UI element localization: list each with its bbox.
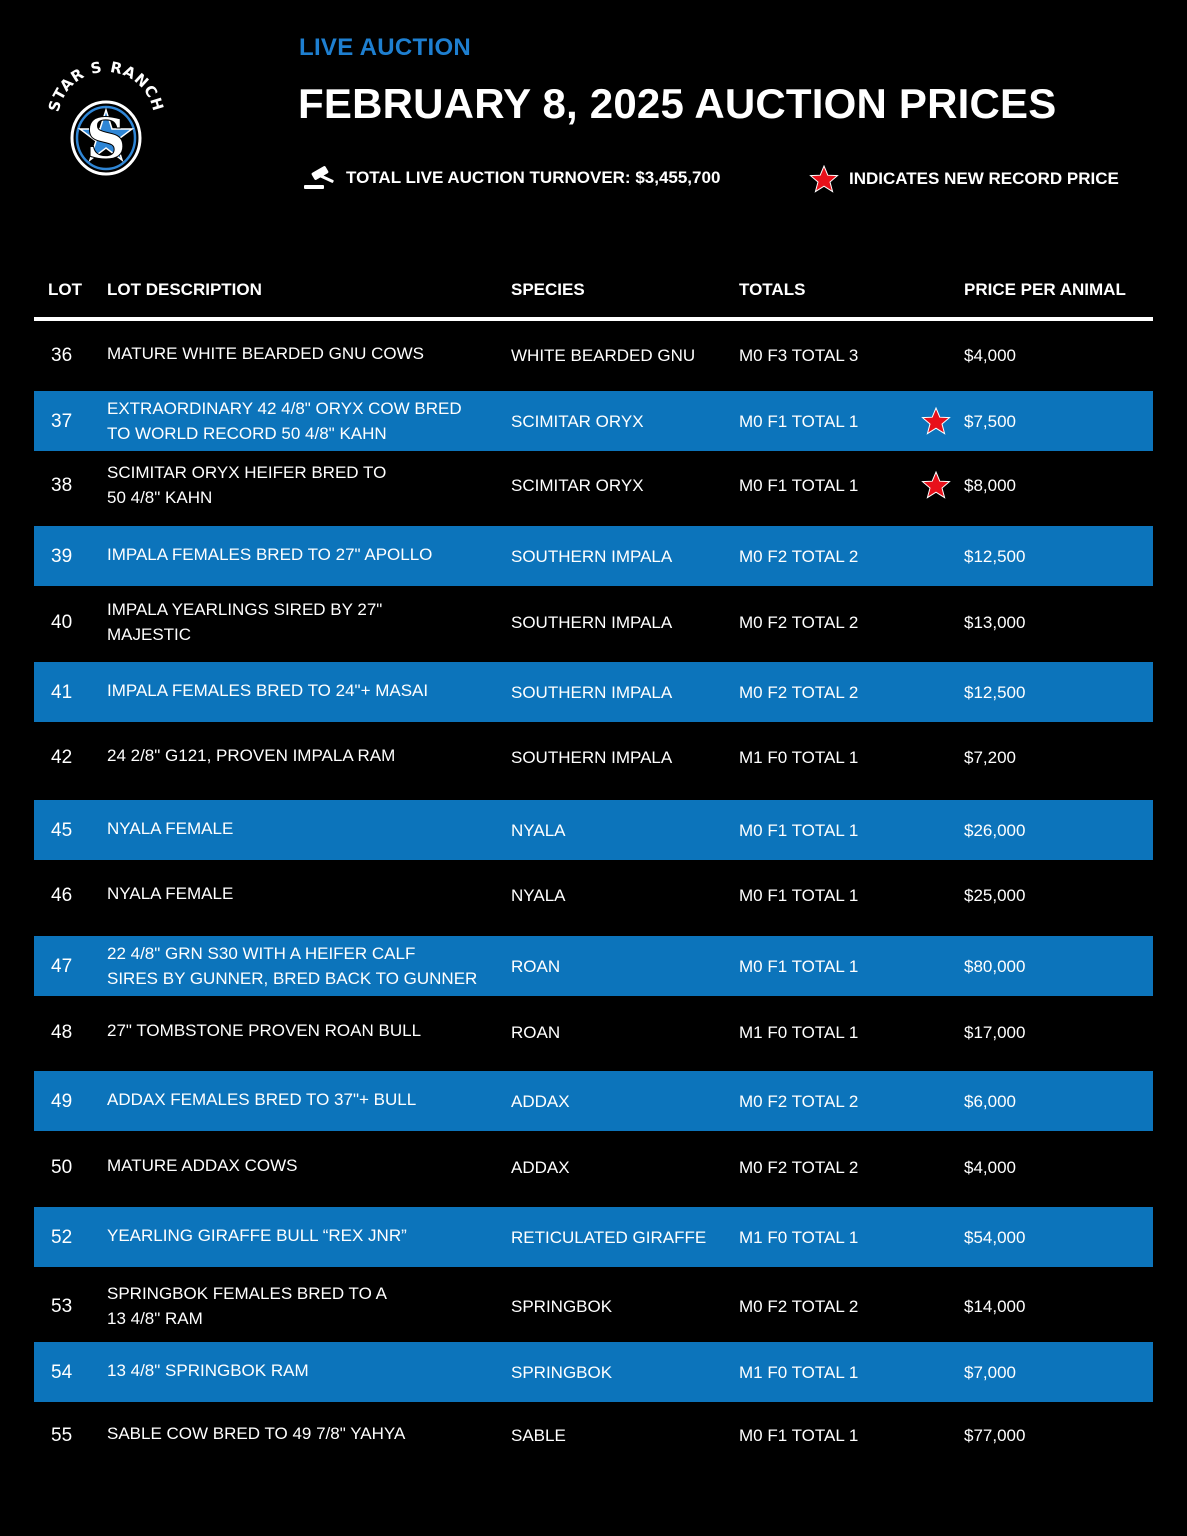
lot-number: 47 [51,955,73,977]
col-price: PRICE PER ANIMAL [964,280,1126,299]
totals: M1 F0 TOTAL 1 [739,747,859,767]
lot-description-line: 13 4/8" RAM [107,1309,203,1328]
lot-description [107,396,462,446]
price-per-animal: $25,000 [964,885,1026,905]
table-row [34,1002,1153,1062]
lot-description-line: TO WORLD RECORD 50 4/8" KAHN [107,424,387,443]
lot-number: 41 [51,681,73,703]
price-per-animal: $12,500 [964,682,1026,702]
species: ADDAX [511,1091,570,1111]
totals: M0 F2 TOTAL 2 [739,1296,859,1316]
page-title: FEBRUARY 8, 2025 AUCTION PRICES [298,80,1057,127]
lot-description [107,941,477,991]
price-per-animal: $6,000 [964,1091,1016,1111]
totals: M0 F1 TOTAL 1 [739,956,859,976]
totals: M0 F1 TOTAL 1 [739,1425,859,1445]
species: NYALA [511,820,566,840]
lot-description [107,1358,309,1383]
lot-description [107,542,432,567]
lot-description-line: SIRES BY GUNNER, BRED BACK TO GUNNER [107,969,478,988]
totals: M0 F2 TOTAL 2 [739,1157,859,1177]
lot-description-line: IMPALA FEMALES BRED TO 24"+ MASAI [107,680,429,700]
lot-description-line: EXTRAORDINARY 42 4/8" ORYX COW BRED [107,399,462,418]
price-per-animal: $8,000 [964,475,1016,495]
lot-number: 42 [51,746,73,768]
col-species: SPECIES [511,280,585,299]
totals: M0 F1 TOTAL 1 [739,411,859,431]
section-kicker: LIVE AUCTION [299,34,472,61]
price-per-animal: $7,200 [964,747,1016,767]
table-row [34,391,1153,451]
lot-description [107,1223,407,1248]
price-per-animal: $7,500 [964,411,1016,431]
lot-description-line: SPRINGBOK FEMALES BRED TO A [107,1284,387,1303]
table-row [34,800,1153,860]
lot-number: 49 [51,1090,73,1112]
price-per-animal: $14,000 [964,1296,1026,1316]
table-row [34,662,1153,722]
species: SOUTHERN IMPALA [511,747,673,767]
lot-description [107,743,395,768]
svg-text:S: S [85,106,127,172]
lot-number: 37 [51,410,73,432]
table-row [34,1207,1153,1267]
species: ADDAX [511,1157,570,1177]
price-per-animal: $26,000 [964,820,1026,840]
record-legend-text: INDICATES NEW RECORD PRICE [849,169,1119,188]
lot-number: 50 [51,1156,73,1178]
lot-description-line: MAJESTIC [107,625,192,644]
price-per-animal: $12,500 [964,546,1026,566]
record-star-icon [921,470,951,500]
table-row [34,727,1153,787]
turnover-text: TOTAL LIVE AUCTION TURNOVER: $3,455,700 [346,168,721,187]
lot-description-line: 50 4/8" KAHN [107,488,213,507]
totals: M1 F0 TOTAL 1 [739,1362,859,1382]
totals: M1 F0 TOTAL 1 [739,1022,859,1042]
totals: M0 F1 TOTAL 1 [739,885,859,905]
species: ROAN [511,956,561,976]
table-row [34,1275,1153,1337]
lot-description-line: ADDAX FEMALES BRED TO 37"+ BULL [107,1089,417,1109]
species: ROAN [511,1022,561,1042]
lot-number: 40 [51,611,73,633]
price-per-animal: $80,000 [964,956,1026,976]
table-row [34,1071,1153,1131]
lot-description-line: SABLE COW BRED TO 49 7/8" YAHYA [107,1423,406,1443]
price-per-animal: $17,000 [964,1022,1026,1042]
lot-description-line: MATURE ADDAX COWS [107,1155,298,1175]
price-per-animal: $77,000 [964,1425,1026,1445]
lot-number: 53 [51,1295,73,1317]
lot-description-line: 13 4/8" SPRINGBOK RAM [107,1360,309,1380]
lot-number: 48 [51,1021,73,1043]
species: SCIMITAR ORYX [511,411,644,431]
col-description: LOT DESCRIPTION [107,280,262,299]
lot-number: 45 [51,819,73,841]
lot-description [107,460,386,510]
totals: M0 F1 TOTAL 1 [739,820,859,840]
table-row [34,526,1153,586]
lot-number: 54 [51,1361,73,1383]
lot-number: 46 [51,884,73,906]
lot-description-line: 27" TOMBSTONE PROVEN ROAN BULL [107,1020,422,1040]
lot-description-line: NYALA FEMALE [107,883,234,903]
price-per-animal: $4,000 [964,1157,1016,1177]
species: NYALA [511,885,566,905]
lot-description [107,597,382,647]
lot-description [107,1421,405,1446]
table-row [34,591,1153,653]
table-row [34,865,1153,925]
price-per-animal: $54,000 [964,1227,1026,1247]
lot-description-line: IMPALA YEARLINGS SIRED BY 27" [107,600,383,619]
species: SPRINGBOK [511,1296,613,1316]
lot-number: 38 [51,474,73,496]
table-row [34,1405,1153,1465]
species: SCIMITAR ORYX [511,475,644,495]
lot-description [107,881,233,906]
totals: M0 F2 TOTAL 2 [739,612,859,632]
totals: M0 F2 TOTAL 2 [739,682,859,702]
table-row [34,325,1153,385]
species: SOUTHERN IMPALA [511,546,673,566]
price-per-animal: $7,000 [964,1362,1016,1382]
species: SABLE [511,1425,566,1445]
species: SPRINGBOK [511,1362,613,1382]
lot-description [107,1087,416,1112]
lot-description-line: MATURE WHITE BEARDED GNU COWS [107,343,425,363]
totals: M1 F0 TOTAL 1 [739,1227,859,1247]
lot-description [107,678,428,703]
species: SOUTHERN IMPALA [511,682,673,702]
lot-description [107,1153,297,1178]
price-per-animal: $4,000 [964,345,1016,365]
table-row [34,936,1153,996]
price-per-animal: $13,000 [964,612,1026,632]
species: SOUTHERN IMPALA [511,612,673,632]
lot-description-line: NYALA FEMALE [107,818,234,838]
lot-description-line: SCIMITAR ORYX HEIFER BRED TO [107,463,387,482]
lot-description [107,341,424,366]
lot-number: 39 [51,545,73,567]
record-star-icon [921,406,951,436]
species: WHITE BEARDED GNU [511,345,696,365]
svg-text:STAR S RANCH: STAR S RANCH [44,58,168,114]
species: RETICULATED GIRAFFE [511,1227,707,1247]
lot-description [107,816,233,841]
col-totals: TOTALS [739,280,806,299]
lot-description [107,1018,421,1043]
lot-description-line: YEARLING GIRAFFE BULL “REX JNR” [107,1225,407,1245]
lot-description-line: 22 4/8" GRN S30 WITH A HEIFER CALF [107,944,416,963]
lot-number: 55 [51,1424,73,1446]
lot-number: 36 [51,344,73,366]
col-lot: LOT [48,280,82,299]
totals: M0 F1 TOTAL 1 [739,475,859,495]
totals: M0 F2 TOTAL 2 [739,546,859,566]
lot-description-line: 24 2/8" G121, PROVEN IMPALA RAM [107,745,396,765]
lot-description-line: IMPALA FEMALES BRED TO 27" APOLLO [107,544,433,564]
lot-number: 52 [51,1226,73,1248]
table-row [34,456,1153,514]
lot-description [107,1281,387,1331]
totals: M0 F2 TOTAL 2 [739,1091,859,1111]
totals: M0 F3 TOTAL 3 [739,345,859,365]
table-row [34,1137,1153,1197]
table-row [34,1342,1153,1402]
